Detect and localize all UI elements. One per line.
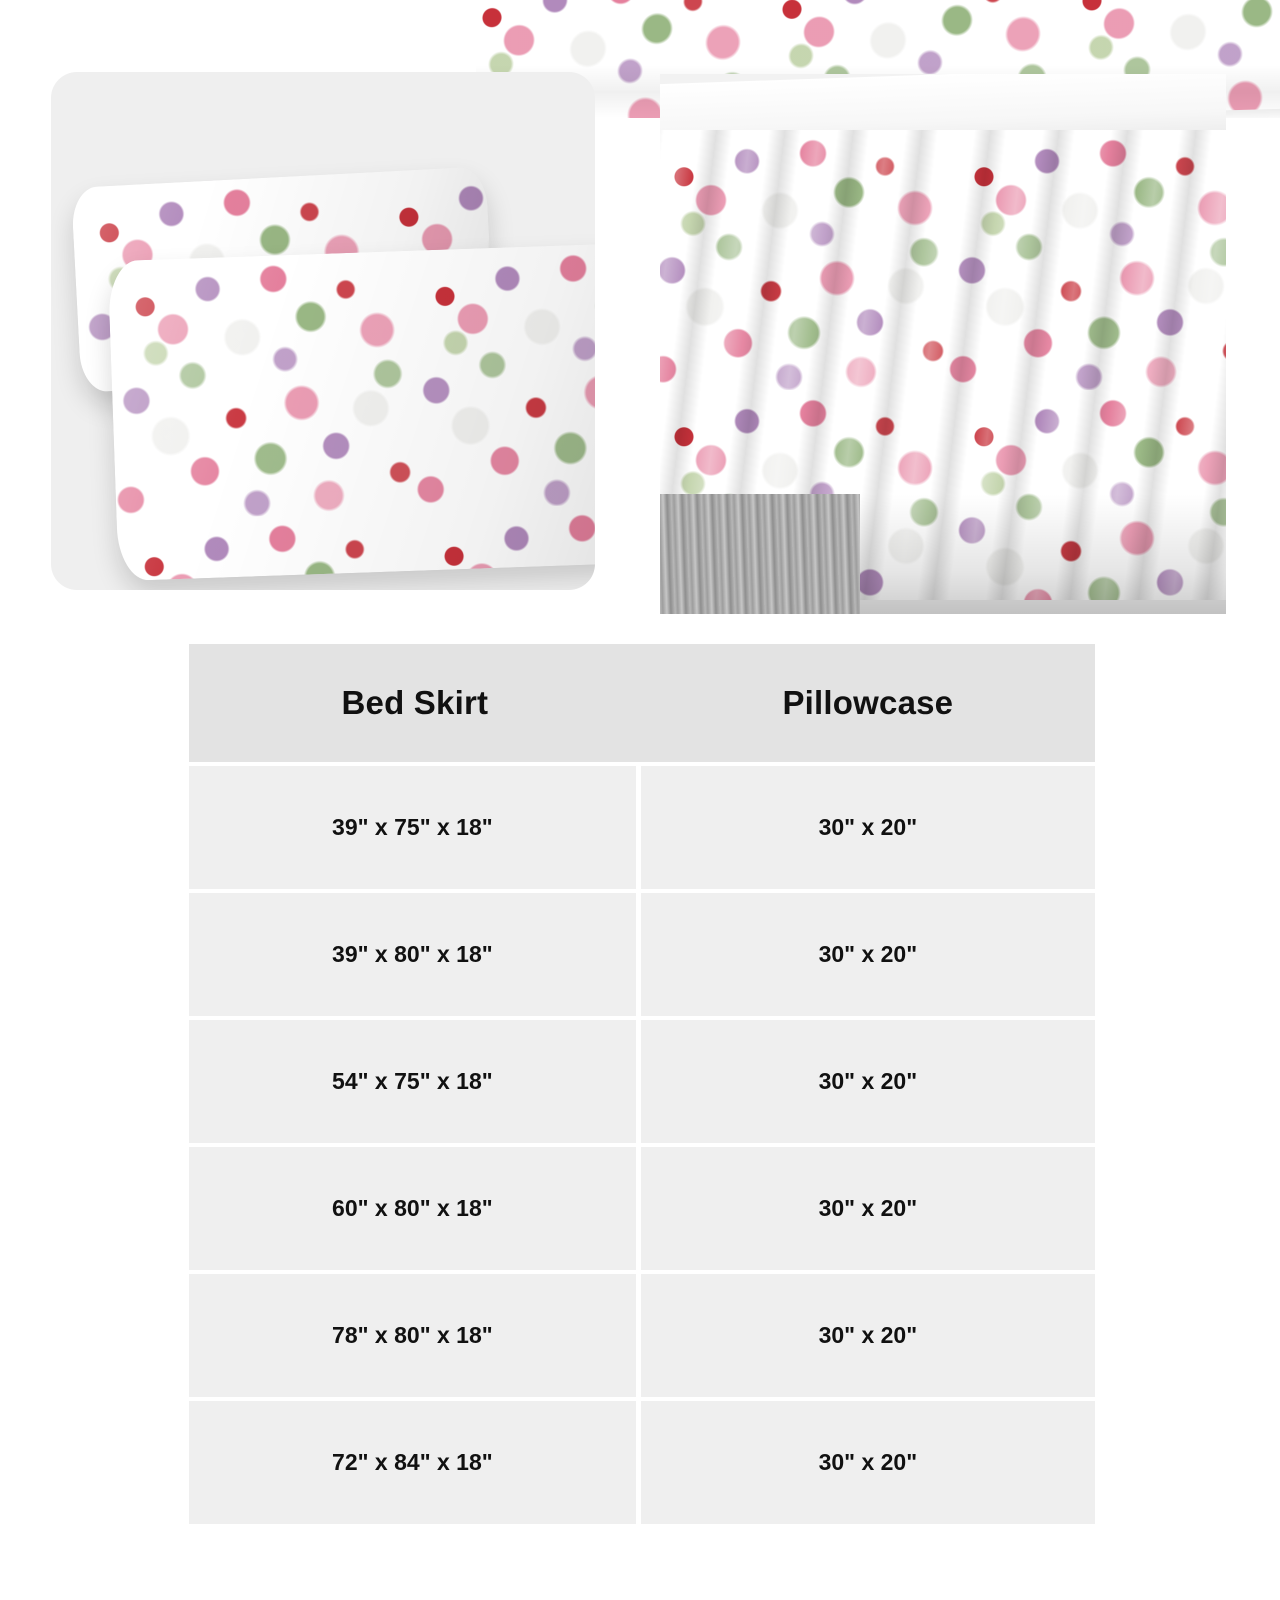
- table-row: [189, 889, 1095, 1016]
- cell-bed-skirt-size: 72" x 84" x 18": [189, 1397, 641, 1524]
- size-chart-table: [189, 644, 1095, 1524]
- cell-bed-skirt-size: 78" x 80" x 18": [189, 1270, 641, 1397]
- pillow-front-sheen: [108, 243, 595, 581]
- column-header-bed-skirt: Bed Skirt: [189, 644, 641, 762]
- product-imagery-section: [0, 0, 1280, 620]
- cell-pillowcase-size: 30" x 20": [641, 889, 1095, 1016]
- cell-pillowcase-size: 30" x 20": [641, 1397, 1095, 1524]
- wood-floor-foreground: [660, 494, 860, 614]
- table-row: [189, 1143, 1095, 1270]
- table-row: [189, 1397, 1095, 1524]
- bed-skirt-product-photo: [660, 74, 1226, 614]
- table-row: [189, 1270, 1095, 1397]
- table-header-row: [189, 644, 1095, 762]
- pillow-front: [108, 243, 595, 581]
- cell-pillowcase-size: 30" x 20": [641, 1016, 1095, 1143]
- cell-bed-skirt-size: 60" x 80" x 18": [189, 1143, 641, 1270]
- cell-pillowcase-size: 30" x 20": [641, 1143, 1095, 1270]
- table-row: [189, 1016, 1095, 1143]
- cell-bed-skirt-size: 39" x 80" x 18": [189, 889, 641, 1016]
- pillowcase-product-photo: [51, 72, 595, 590]
- table-row: [189, 762, 1095, 889]
- cell-pillowcase-size: 30" x 20": [641, 1270, 1095, 1397]
- cell-pillowcase-size: 30" x 20": [641, 762, 1095, 889]
- cell-bed-skirt-size: 54" x 75" x 18": [189, 1016, 641, 1143]
- column-header-pillowcase: Pillowcase: [641, 644, 1095, 762]
- cell-bed-skirt-size: 39" x 75" x 18": [189, 762, 641, 889]
